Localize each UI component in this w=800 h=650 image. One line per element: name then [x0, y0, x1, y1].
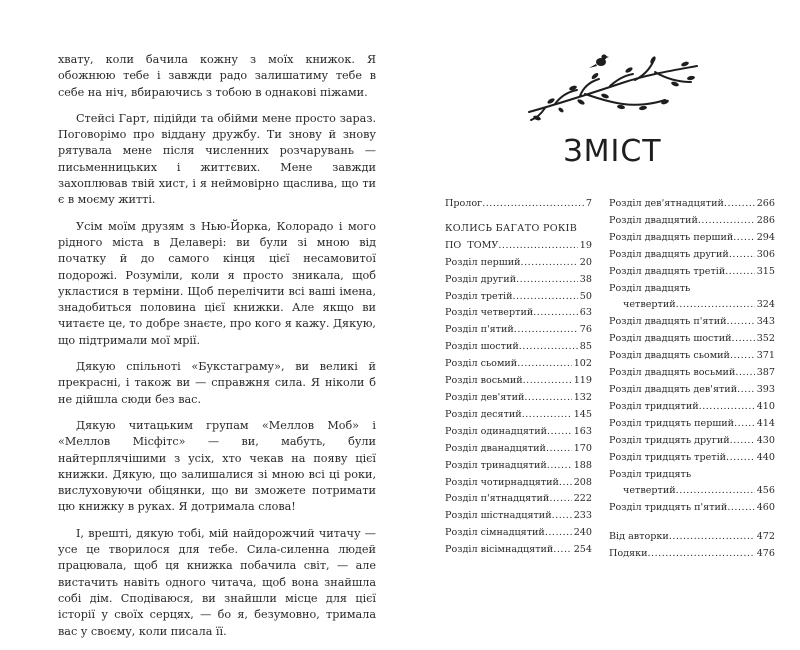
toc-entry-label: Розділ чотирнадцятий — [445, 476, 559, 488]
toc-entry-label: четвертий — [623, 299, 676, 311]
dot-leader — [546, 441, 572, 458]
dot-leader — [730, 433, 755, 450]
toc-entry-page: 7 — [585, 198, 592, 209]
toc-entry-label: Розділ восьмий — [445, 375, 523, 387]
dot-leader — [699, 399, 755, 416]
dot-leader — [733, 230, 754, 247]
dot-leader — [547, 458, 572, 475]
toc-entry[interactable] — [445, 491, 592, 508]
dot-leader — [516, 272, 578, 289]
acknowledgements-paragraph: Стейсі Гарт, підійди та обійми мене просто зараз. Поговорімо про віддану дружбу. Ти знову й знову рятувала мене після численних розчарувань — письменницьких і життєвих. Мене завжди захоплював твій хист, і я неймовірно щаслива, що ти є в моєму житті. — [58, 111, 376, 207]
toc-entry[interactable] — [445, 475, 592, 492]
toc-entry[interactable] — [609, 297, 775, 314]
toc-entry[interactable] — [609, 416, 775, 433]
toc-entry-label: Розділ дев'ятнадцятий — [609, 198, 724, 209]
toc-entry-page: 63 — [579, 307, 592, 319]
toc-entry[interactable] — [609, 365, 775, 382]
dot-leader — [547, 424, 572, 441]
toc-entry-label: Від авторки — [609, 531, 669, 543]
toc-entry-label: Подяки — [609, 548, 648, 560]
toc-entry[interactable] — [445, 238, 592, 255]
toc-entry-page: 430 — [756, 434, 775, 446]
toc-entry[interactable] — [609, 314, 775, 331]
toc-entry[interactable] — [609, 331, 775, 348]
toc-entry-page: 306 — [756, 248, 775, 260]
toc-entry[interactable] — [445, 458, 592, 475]
toc-entry-page: 208 — [573, 476, 592, 488]
toc-entry-label: Розділ двадцять восьмий — [609, 367, 736, 379]
dot-leader — [553, 542, 571, 559]
acknowledgements-page — [58, 52, 376, 650]
toc-entry-page: 85 — [579, 341, 592, 353]
toc-entry-label: Пролог — [445, 198, 483, 209]
dot-leader — [523, 373, 572, 390]
acknowledgements-paragraph: хвату, коли бачила кожну з моїх книжок. Я обожнюю тебе і завжди радо залишатиму тебе в себе на ніч, вбираючись з тобою в однакові піжами. — [58, 53, 376, 99]
toc-entry-page: 170 — [573, 442, 592, 454]
toc-part-heading: КОЛИСЬ БАГАТО РОКІВ — [445, 222, 578, 234]
toc-entry-page: 163 — [573, 425, 592, 437]
toc-entry[interactable] — [445, 441, 592, 458]
toc-entry-label: Розділ двадцять сьомий — [609, 350, 730, 362]
dot-leader — [533, 305, 578, 322]
toc-entry-label: Розділ шостий — [445, 341, 519, 353]
dot-leader — [519, 339, 578, 356]
dot-leader — [735, 365, 754, 382]
toc-entry-label: Розділ вісімнадцятий — [445, 544, 554, 556]
acknowledgements-paragraph: Дякую читацьким групам «Меллов Моб» і «Меллов Місфітс» — ви, мабуть, були найтерплячішими з усіх, хто чекав на появу цієї книжки. Дякую, що залишалися зі мною всі ці роки, вислуховуючи обіцянки, що ви зможете потримати цю книжку в руках. Я дотримала слова! — [58, 418, 376, 514]
toc-entry-page: 472 — [756, 531, 775, 543]
toc-entry-label: Розділ п'ятий — [445, 324, 514, 336]
toc-entry[interactable] — [445, 289, 592, 306]
toc-entry-label: Розділ тринадцятий — [445, 459, 547, 471]
toc-entry-label: Розділ двадцять другий — [609, 248, 729, 260]
toc-entry[interactable] — [609, 529, 775, 546]
acknowledgements-paragraph: І, врешті, дякую тобі, мій найдорожчий читачу — усе це творилося для тебе. Сила-силенна людей працювала, щоб ця книжка побачила світ, — але вистачить навіть одного читача, щоб вона знайшла собі дім. Сподіваюся, ви знайшли місце для цієї історії у своїх серцях, — бо я, безумовно, тримала вас у своєму, коли писала її. — [58, 526, 376, 638]
toc-entry-page: 145 — [573, 408, 592, 420]
toc-entry[interactable] — [445, 356, 592, 373]
toc-entry-page: 460 — [756, 502, 775, 514]
toc-entry-page: 38 — [579, 273, 592, 285]
acknowledgements-paragraph: Усім моїм друзям з Нью-Йорка, Колорадо і мого рідного міста в Делавері: ви були зі мною від початку й до самого кінця цієї несамовитої подорожі. Розуміли, коли я просто зникала, щоб укластися в терміни. Щоб перелічити всі ваші імена, знадобиться половина цієї книжки. Але якщо ви читаєте це, то добре знаєте, про кого я кажу. Дякую, що підтримали мої мрії. — [58, 219, 376, 347]
toc-entry-page: 266 — [756, 198, 775, 209]
toc-entry[interactable] — [609, 382, 775, 399]
toc-entry-label: Розділ одинадцятий — [445, 425, 547, 437]
toc-entry-page: 240 — [573, 527, 592, 539]
toc-entry-page: 315 — [756, 265, 775, 277]
toc-entry-page: 119 — [573, 375, 592, 387]
dot-leader — [669, 529, 755, 546]
toc-entry-label: Розділ тридцять — [609, 468, 692, 480]
toc-entry-page: 440 — [756, 451, 775, 463]
toc-entry-page: 50 — [579, 290, 592, 302]
dot-leader — [727, 500, 754, 517]
toc-entry-label: Розділ двадцять — [609, 282, 691, 294]
toc-entry-label: Розділ дванадцятий — [445, 442, 546, 454]
toc-entry-label: Розділ двадцять перший — [609, 231, 734, 243]
toc-entry-label: Розділ шістнадцятий — [445, 510, 552, 522]
toc-entry-page: 102 — [573, 358, 592, 370]
toc-entry-label: Розділ десятий — [445, 408, 522, 420]
toc-entry-label: Розділ третій — [445, 290, 513, 302]
toc-entry-page: 393 — [756, 383, 775, 395]
toc-entry-label: Розділ двадцять третій — [609, 265, 726, 277]
toc-entry-page: 476 — [756, 548, 775, 560]
toc-entry-label: ПО ТОМУ — [445, 239, 499, 251]
dot-leader — [545, 525, 572, 542]
dot-leader — [725, 264, 754, 281]
toc-entry-label: Розділ сьомий — [445, 358, 518, 370]
toc-entry-page: 294 — [756, 231, 775, 243]
dot-leader — [727, 314, 755, 331]
toc-entry-page: 188 — [573, 459, 592, 471]
toc-entry-page: 352 — [756, 333, 775, 345]
dot-leader — [514, 322, 578, 339]
toc-entry-label: Розділ двадцять шостий — [609, 333, 732, 345]
toc-entry-page: 76 — [579, 324, 592, 336]
toc-entry-page: 222 — [573, 493, 592, 505]
toc-entry-page: 19 — [579, 239, 592, 251]
toc-entry-label: Розділ п'ятнадцятий — [445, 493, 550, 505]
dot-leader — [482, 196, 584, 213]
dot-leader — [737, 382, 755, 399]
toc-entry-label: Розділ четвертий — [445, 307, 534, 319]
table-of-contents-page — [425, 0, 800, 600]
toc-entry-page: 286 — [756, 214, 775, 226]
toc-entry[interactable] — [609, 247, 775, 264]
toc-entry-label: Розділ тридцять перший — [609, 417, 735, 429]
toc-entry[interactable] — [445, 305, 592, 322]
dot-leader — [730, 348, 755, 365]
toc-entry[interactable] — [445, 407, 592, 424]
toc-entry[interactable] — [445, 373, 592, 390]
toc-entry[interactable] — [609, 399, 775, 416]
dot-leader — [676, 297, 755, 314]
toc-entry[interactable] — [445, 424, 592, 441]
toc-entry-page: 456 — [756, 485, 775, 497]
toc-entry[interactable] — [445, 272, 592, 289]
dot-leader — [549, 491, 571, 508]
toc-entry[interactable] — [445, 542, 592, 559]
toc-entry-page: 414 — [756, 417, 775, 429]
dot-leader — [676, 483, 755, 500]
toc-entry-label: Розділ перший — [445, 256, 521, 268]
dot-leader — [552, 508, 572, 525]
dot-leader — [698, 213, 755, 230]
toc-entry-label: четвертий — [623, 485, 676, 497]
branch-with-bird-icon — [525, 52, 701, 124]
toc-entry-label: Розділ двадцять п'ятий — [609, 316, 727, 328]
dot-leader — [734, 416, 755, 433]
toc-column-right — [609, 196, 775, 563]
toc-entry[interactable] — [609, 450, 775, 467]
dot-leader — [524, 390, 571, 407]
toc-entry[interactable] — [445, 508, 592, 525]
toc-entry-label: Розділ тридцятий — [609, 400, 699, 412]
toc-entry[interactable] — [609, 483, 775, 500]
toc-entry-label: Розділ двадцятий — [609, 214, 698, 226]
toc-entry[interactable] — [445, 322, 592, 339]
toc-entry-label: Розділ дев'ятий — [445, 391, 525, 403]
toc-entry[interactable] — [609, 348, 775, 365]
toc-entry-page: 233 — [573, 510, 592, 522]
toc-entry[interactable] — [609, 213, 775, 230]
toc-entry[interactable] — [445, 339, 592, 356]
dot-leader — [726, 450, 755, 467]
dot-leader — [522, 407, 572, 424]
dot-leader — [498, 238, 577, 255]
toc-column-left — [445, 196, 592, 559]
dot-leader — [559, 475, 572, 492]
toc-entry[interactable] — [609, 264, 775, 281]
dot-leader — [517, 356, 571, 373]
toc-entry[interactable] — [609, 433, 775, 450]
toc-entry-page: 343 — [756, 316, 775, 328]
toc-entry[interactable] — [609, 546, 775, 563]
toc-entry-label: Розділ сімнадцятий — [445, 527, 545, 539]
toc-entry-label: Розділ двадцять дев'ятий — [609, 383, 738, 395]
dot-leader — [521, 255, 578, 272]
toc-entry-label: Розділ тридцять п'ятий — [609, 502, 728, 514]
dot-leader — [724, 196, 755, 213]
toc-entry[interactable] — [445, 525, 592, 542]
toc-entry[interactable] — [609, 230, 775, 247]
toc-entry-page: 324 — [756, 299, 775, 311]
dot-leader — [729, 247, 755, 264]
toc-entry[interactable] — [445, 390, 592, 407]
dot-leader — [648, 546, 755, 563]
toc-entry-page: 410 — [756, 400, 775, 412]
toc-entry-page: 254 — [573, 544, 592, 556]
toc-entry-page: 20 — [579, 256, 592, 268]
toc-entry-page: 371 — [756, 350, 775, 362]
toc-entry[interactable] — [445, 196, 592, 213]
toc-title: ЗМІСТ — [563, 134, 662, 169]
toc-entry-page: 132 — [573, 391, 592, 403]
acknowledgements-paragraph: Дякую спільноті «Букстаграму», ви великі й прекрасні, і також ви — справжня сила. Я ніколи б не дійшла сюди без вас. — [58, 360, 376, 406]
toc-entry-page: 387 — [756, 367, 775, 379]
toc-entry-label: Розділ тридцять третій — [609, 451, 727, 463]
dot-leader — [731, 331, 754, 348]
toc-entry-label: Розділ другий — [445, 273, 517, 285]
toc-entry-label: Розділ тридцять другий — [609, 434, 730, 446]
toc-entry[interactable] — [445, 255, 592, 272]
toc-entry[interactable] — [609, 196, 775, 213]
dot-leader — [512, 289, 577, 306]
toc-entry[interactable] — [609, 500, 775, 517]
